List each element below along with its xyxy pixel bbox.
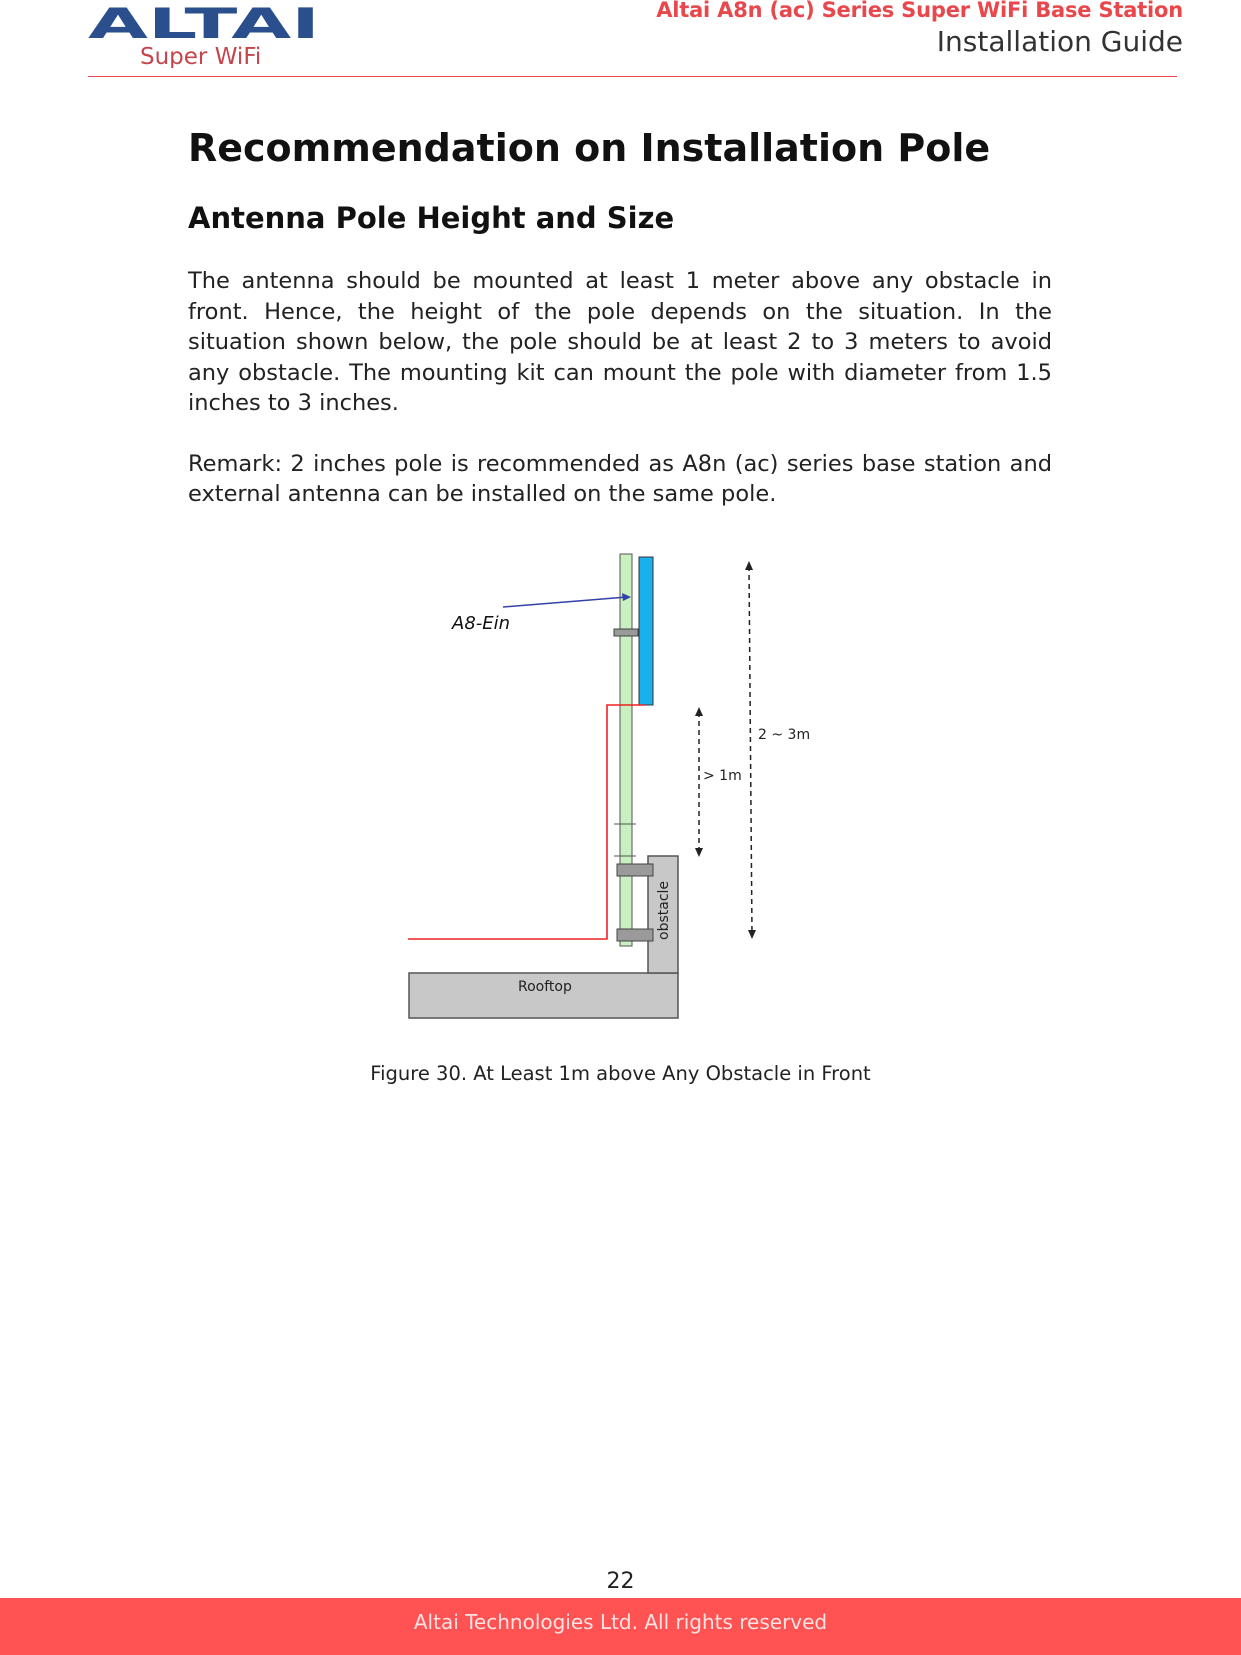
main-content [188, 120, 1052, 510]
remark-paragraph: Remark: 2 inches pole is recommended as A8n (ac) series base station and external antenna can be installed on the same pole. [188, 450, 1052, 507]
product-title: Altai A8n (ac) Series Super WiFi Base Station [656, 0, 1183, 22]
rooftop-label: Rooftop [518, 979, 572, 995]
pole [620, 554, 632, 946]
section-title: Antenna Pole Height and Size [188, 201, 675, 235]
antenna-cable [408, 705, 646, 939]
dim-label-small: > 1m [703, 768, 742, 784]
installation-diagram [400, 550, 820, 1020]
pole-clamp-upper [617, 864, 653, 876]
page-title: Recommendation on Installation Pole [188, 126, 991, 170]
footer-bar [0, 1598, 1241, 1655]
antenna-panel [639, 557, 653, 705]
dim-line-large [749, 566, 752, 934]
page-header [656, 0, 1183, 62]
figure-caption: Figure 30. At Least 1m above Any Obstacle in Front [370, 1062, 871, 1085]
dim-label-large: 2 ~ 3m [758, 727, 811, 743]
logo-wordmark: ALTAI [88, 4, 320, 48]
pole-clamp-lower [617, 929, 653, 941]
logo-tagline: Super WiFi [140, 44, 262, 68]
body-paragraph: The antenna should be mounted at least 1 meter above any obstacle in front. Hence, the height of the pole depends on the situation. In the situation shown below, the pole should be at least 2 to 3 meters to avoid any obstacle. The mounting kit can mount the pole with diameter from 1.5 inches to 3 inches. [188, 268, 1052, 416]
copyright-text: Altai Technologies Ltd. All rights reserved [413, 1610, 828, 1634]
device-pointer [503, 597, 627, 607]
antenna-clamp [614, 629, 638, 636]
altai-logo [88, 4, 328, 68]
obstacle-label: obstacle [656, 880, 672, 940]
header-divider [88, 76, 1177, 77]
document-type: Installation Guide [936, 25, 1183, 58]
device-label: A8-Ein [452, 613, 511, 634]
page-number: 22 [606, 1569, 635, 1594]
